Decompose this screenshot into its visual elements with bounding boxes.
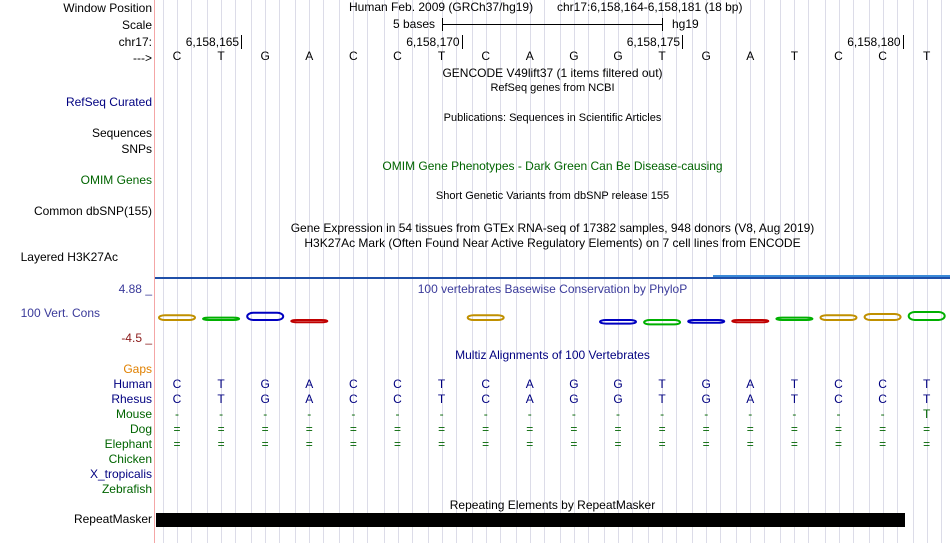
alignment-base: - [395, 407, 400, 421]
alignment-base: = [261, 437, 269, 451]
alignment-base: T [217, 377, 225, 391]
sequence-base: T [790, 49, 799, 63]
species-label-dog: Dog [129, 422, 152, 436]
alignment-base: - [263, 407, 268, 421]
alignment-base: = [790, 422, 798, 436]
alignment-base: G [701, 392, 711, 406]
refseq-curated-label[interactable]: RefSeq Curated [65, 95, 152, 109]
alignment-base: = [261, 422, 269, 436]
alignment-base: = [790, 437, 798, 451]
alignment-base: - [660, 407, 665, 421]
alignment-base: = [482, 437, 490, 451]
gaps-label[interactable]: Gaps [123, 362, 152, 376]
common-dbsnp-label[interactable]: Common dbSNP(155) [33, 204, 152, 218]
phylop-track-title[interactable]: 100 vertebrates Basewise Conservation by PhyloP [417, 282, 688, 296]
conservation-bar [203, 318, 239, 320]
scale-label: Scale [121, 18, 152, 32]
alignment-base: A [305, 377, 314, 391]
omim-track-title[interactable]: OMIM Gene Phenotypes - Dark Green Can Be Disease-causing [382, 159, 723, 173]
alignment-base: = [217, 422, 225, 436]
species-label-human: Human [113, 377, 152, 391]
scale-db-label: hg19 [672, 17, 699, 31]
coordinate-label: 6,158,180 [847, 35, 901, 49]
alignment-base: - [880, 407, 885, 421]
alignment-base: A [746, 377, 755, 391]
alignment-base: C [481, 377, 491, 391]
coordinate-tick [462, 35, 463, 49]
snps-label[interactable]: SNPs [121, 142, 152, 156]
conservation-bar [600, 320, 636, 324]
assembly-title: Human Feb. 2009 (GRCh37/hg19) [349, 0, 534, 14]
conservation-bar [247, 313, 283, 320]
alignment-base: = [393, 422, 401, 436]
alignment-base: = [482, 422, 490, 436]
sequence-base: T [923, 49, 931, 63]
alignment-base: T [923, 377, 931, 391]
alignment-base: T [790, 392, 799, 406]
alignment-base: - [748, 407, 753, 421]
species-label-elephant: Elephant [104, 437, 152, 451]
alignment-base: C [481, 392, 491, 406]
sequence-base: T [437, 49, 446, 63]
sequence-base: C [172, 49, 182, 63]
alignment-base: T [923, 392, 931, 406]
alignment-base: = [923, 422, 931, 436]
conservation-bar [291, 320, 327, 322]
alignment-base: = [879, 437, 887, 451]
conservation-bar [909, 312, 945, 320]
alignment-base: - [175, 407, 179, 421]
alignment-base: C [393, 377, 402, 391]
coordinate-tick [682, 35, 683, 49]
alignment-base: - [219, 407, 224, 421]
alignment-base: G [260, 392, 270, 406]
alignment-base: - [483, 407, 488, 421]
alignment-base: T [217, 392, 225, 406]
alignment-base: A [746, 392, 755, 406]
h3k27ac-track-title[interactable]: H3K27Ac Mark (Often Found Near Active Regulatory Elements) on 7 cell lines from ENCODE [304, 236, 801, 250]
publications-track-title[interactable]: Publications: Sequences in Scientific Articles [443, 112, 662, 124]
sequence-base: C [481, 49, 491, 63]
vert-cons-label[interactable]: 100 Vert. Cons [20, 306, 100, 320]
refseq-track-title[interactable]: RefSeq genes from NCBI [490, 82, 615, 94]
coordinate-label: 6,158,175 [626, 35, 681, 49]
alignment-base: C [172, 392, 182, 406]
alignment-base: G [569, 377, 579, 391]
alignment-base: = [393, 437, 401, 451]
sequence-base: G [613, 49, 623, 63]
alignment-base: G [701, 377, 711, 391]
omim-genes-label[interactable]: OMIM Genes [80, 173, 152, 187]
conservation-bar [776, 318, 812, 320]
alignment-base: - [704, 407, 709, 421]
alignment-base: T [923, 407, 931, 421]
sequence-base: A [305, 49, 314, 63]
alignment-base: G [613, 392, 623, 406]
alignment-base: T [658, 392, 666, 406]
sequence-base: T [217, 49, 225, 63]
alignment-base: = [702, 437, 710, 451]
alignment-base: T [790, 377, 799, 391]
alignment-base: = [217, 437, 225, 451]
dbsnp-track-title[interactable]: Short Genetic Variants from dbSNP release 155 [435, 190, 670, 202]
sequence-base: G [569, 49, 579, 63]
alignment-base: A [525, 377, 534, 391]
alignment-base: C [349, 377, 358, 391]
sequences-label[interactable]: Sequences [91, 126, 152, 140]
sequence-base: G [260, 49, 270, 63]
alignment-base: = [438, 422, 446, 436]
alignment-base: - [351, 407, 356, 421]
sequence-base: C [349, 49, 358, 63]
coordinate-tick [903, 35, 904, 49]
species-label-rhesus: Rhesus [111, 392, 152, 406]
alignment-base: = [879, 422, 887, 436]
track-label-column [0, 0, 154, 543]
species-label-chicken: Chicken [108, 452, 152, 466]
alignment-base: = [834, 422, 842, 436]
alignment-base: = [702, 422, 710, 436]
alignment-base: = [305, 437, 313, 451]
alignment-base: = [173, 437, 181, 451]
window-position-label: Window Position [63, 1, 152, 15]
multiz-track-title[interactable]: Multiz Alignments of 100 Vertebrates [455, 348, 650, 362]
alignment-base: C [393, 392, 402, 406]
h3k27ac-signal-highlight [713, 275, 950, 277]
conservation-bar [688, 320, 724, 323]
alignment-base: C [878, 377, 887, 391]
alignment-base: = [305, 422, 313, 436]
conservation-bar [468, 315, 504, 320]
repeatmasker-element[interactable] [156, 513, 905, 527]
repeatmasker-track-title[interactable]: Repeating Elements by RepeatMasker [449, 498, 656, 512]
strand-label: ---> [133, 51, 152, 65]
alignment-base: G [569, 392, 579, 406]
alignment-base: = [614, 422, 622, 436]
species-label-mouse: Mouse [115, 407, 152, 421]
conservation-bar [821, 315, 857, 320]
alignment-base: - [439, 407, 444, 421]
sequence-base: T [658, 49, 666, 63]
cons-max-label: 4.88 _ [118, 282, 152, 296]
alignment-base: = [438, 437, 446, 451]
alignment-base: - [616, 407, 620, 421]
sequence-base: A [525, 49, 534, 63]
coordinate-label: 6,158,165 [185, 35, 240, 49]
h3k27ac-signal-line [155, 277, 950, 279]
scale-bar-text: 5 bases [393, 17, 436, 31]
alignment-base: = [349, 437, 357, 451]
alignment-base: = [746, 422, 754, 436]
alignment-base: - [571, 407, 576, 421]
sequence-base: C [834, 49, 843, 63]
alignment-base: = [570, 422, 578, 436]
alignment-base: G [260, 377, 270, 391]
sequence-base: A [746, 49, 755, 63]
alignment-base: C [834, 377, 843, 391]
sequence-base: G [701, 49, 711, 63]
alignment-base: = [349, 422, 357, 436]
scale-bar [442, 24, 663, 25]
alignment-base: C [878, 392, 887, 406]
layered-h3k27ac-label[interactable]: Layered H3K27Ac [20, 250, 118, 264]
sequence-base: C [393, 49, 402, 63]
alignment-base: = [570, 437, 578, 451]
position-title: chr17:6,158,164-6,158,181 (18 bp) [557, 0, 743, 14]
alignment-base: T [437, 392, 446, 406]
alignment-base: = [658, 422, 666, 436]
species-label-zebrafish: Zebrafish [101, 482, 152, 496]
track-display[interactable] [155, 0, 950, 543]
alignment-base: - [307, 407, 312, 421]
alignment-base: T [437, 377, 446, 391]
alignment-base: - [527, 407, 532, 421]
conservation-bar [865, 314, 901, 320]
species-label-x_tropicalis: X_tropicalis [89, 467, 152, 481]
conservation-bar [644, 320, 680, 324]
coordinate-tick [241, 35, 242, 49]
conservation-bar [159, 315, 195, 320]
alignment-base: = [526, 422, 534, 436]
alignment-base: = [658, 437, 666, 451]
alignment-base: = [834, 437, 842, 451]
alignment-base: = [526, 437, 534, 451]
alignment-base: - [792, 407, 797, 421]
repeatmasker-label[interactable]: RepeatMasker [73, 512, 152, 526]
alignment-base: G [613, 377, 623, 391]
alignment-base: = [923, 437, 931, 451]
alignment-base: A [525, 392, 534, 406]
sequence-base: C [878, 49, 887, 63]
alignment-base: = [746, 437, 754, 451]
alignment-base: C [834, 392, 843, 406]
alignment-base: = [173, 422, 181, 436]
alignment-base: C [349, 392, 358, 406]
alignment-base: A [305, 392, 314, 406]
alignment-base: T [658, 377, 666, 391]
conservation-plot [155, 300, 950, 340]
gtex-track-title[interactable]: Gene Expression in 54 tissues from GTEx RNA-seq of 17382 samples, 948 donors (V8, Aug 2019) [290, 221, 815, 235]
gencode-track-title[interactable]: GENCODE V49lift37 (1 items filtered out) [442, 66, 663, 80]
chrom-label: chr17: [118, 35, 152, 49]
alignment-base: = [614, 437, 622, 451]
conservation-bar [732, 320, 768, 322]
scale-bar-left-tick [442, 18, 443, 31]
cons-min-label: -4.5 _ [121, 331, 152, 345]
alignment-base: - [836, 407, 841, 421]
alignment-base: C [172, 377, 182, 391]
scale-bar-right-tick [662, 18, 663, 31]
coordinate-label: 6,158,170 [406, 35, 460, 49]
